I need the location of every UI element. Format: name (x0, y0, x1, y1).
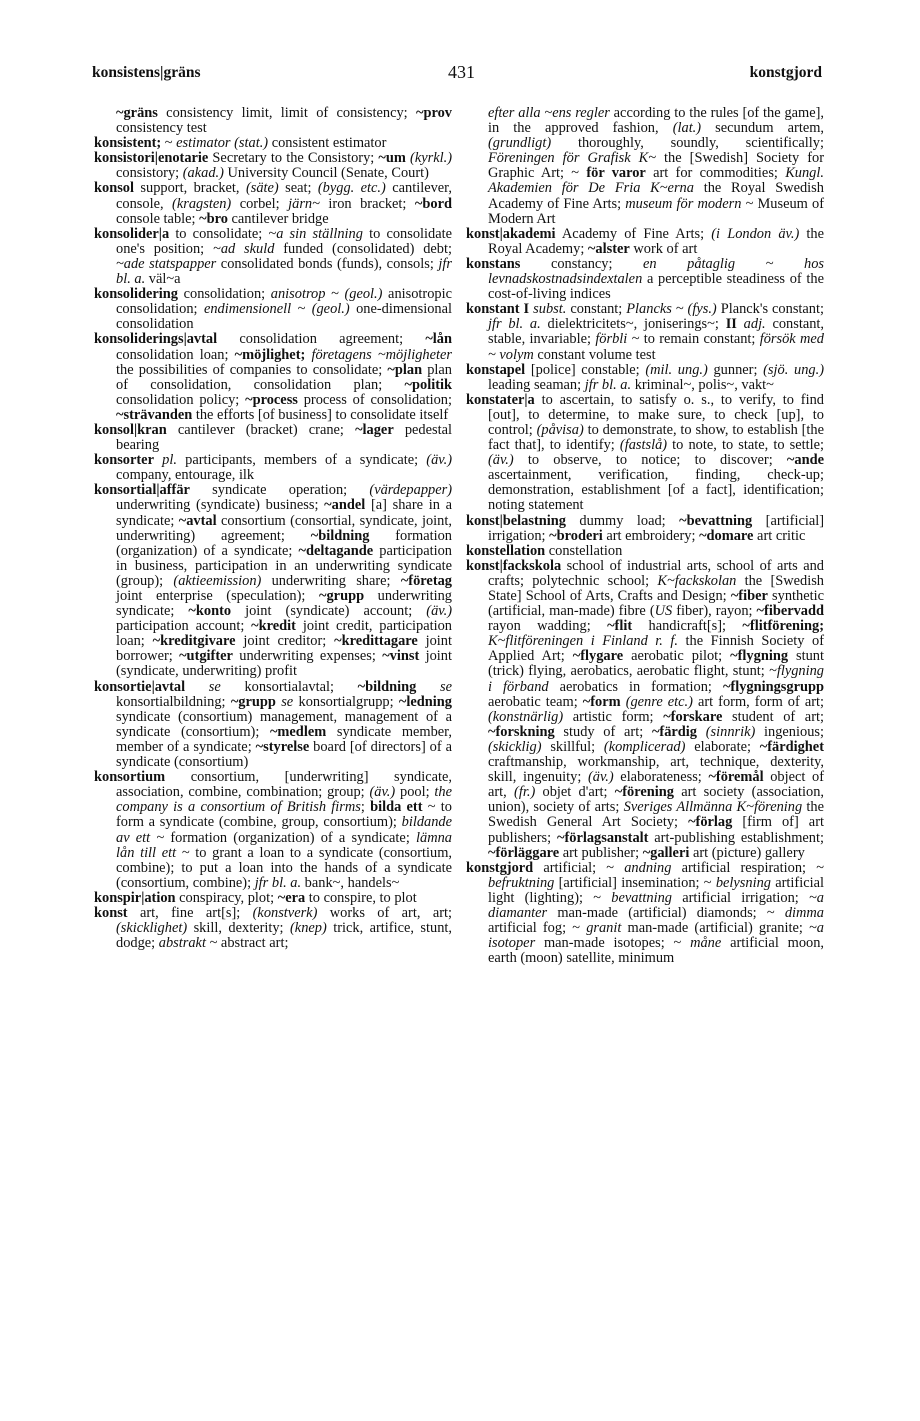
header-right-guideword: konstgjord (749, 64, 822, 81)
header-left-guideword: konsistens|gräns (92, 64, 201, 81)
dictionary-entry: konsolidering consolidation; anisotrop ~ (geol.) anisotropic consolidation; endimensionell ~ (geol.) one-dimensional consolidation (94, 286, 452, 333)
dictionary-entry: konsorter pl. participants, members of a syndicate; (äv.) company, entourage, ilk (94, 452, 452, 484)
dictionary-entry: konsol support, bracket, (säte) seat; (bygg. etc.) cantilever, console, (kragsten) corbel; järn~ iron bracket; ~bord console table; ~bro cantilever bridge (94, 180, 452, 227)
dictionary-entry: ~gräns consistency limit, limit of consistency; ~prov consistency test (116, 105, 452, 137)
dictionary-column-left (94, 106, 452, 951)
dictionary-entry: konsortie|avtal se konsortialavtal; ~bildning se konsortialbildning; ~grupp se konsortialgrupp; ~ledning syndicate (consortium) management, management of a syndicate (consortium); ~medlem syndicate member, member of a syndicate; ~styrelse board [of directors] of a syndicate (consortium) (94, 678, 452, 771)
dictionary-entry: konsistori|enotarie Secretary to the Consistory; ~um (kyrkl.) consistory; (akad.) University Council (Senate, Court) (94, 150, 452, 182)
dictionary-entry: konst art, fine art[s]; (konstverk) works of art, art; (skicklighet) skill, dexterity; (knep) trick, artifice, stunt, dodge; abstrakt ~ abstract art; (94, 904, 453, 952)
dictionary-entry: konst|akademi Academy of Fine Arts; (i London äv.) the Royal Academy; ~alster work of art (466, 225, 824, 257)
dictionary-entry: konstellation constellation (466, 542, 623, 559)
page-number: 431 (448, 62, 475, 82)
page-header (92, 64, 822, 88)
dictionary-entry: konspir|ation conspiracy, plot; ~era to conspire, to plot (94, 889, 417, 906)
dictionary-entry: konsoliderings|avtal consolidation agreement; ~lån consolidation loan; ~möjlighet; företagens ~möjligheter the possibilities of companies to consolidate; ~plan plan of consolidation, consolidation plan; ~politik consolidation policy; ~process process of consolidation; ~strävanden the efforts [of business] to consolidate itself (94, 331, 453, 423)
dictionary-entry: konstater|a to ascertain, to satisfy o. s., to verify, to find [out], to determine, to make sure, to check [up], to control; (påvisa) to demonstrate, to show, to establish [the fact that], to identify; (fastslå) to note, to state, to settle; (äv.) to observe, to notice; to discover; ~ande ascertainment, verification, finding, check-up; demonstration, establishment [of a fact], identification; noting statement (466, 391, 824, 514)
dictionary-entry: konstant I subst. constant; Plancks ~ (fys.) Planck's constant; jfr bl. a. dielektricitets~, joniserings~; II adj. constant, stable, invariable; förbli ~ to remain constant; försök med ~ volym constant volume test (466, 301, 825, 363)
dictionary-column-right (466, 106, 824, 966)
dictionary-entry: konstans constancy; en påtaglig ~ hos levnadskostnadsindextalen a perceptible steadiness of the cost-of-living indices (466, 255, 824, 303)
dictionary-entry: konsolider|a to consolidate; ~a sin ställning to consolidate one's position; ~ad skuld funded (consolidated) debt; ~ade statspapper consolidated bonds (funds), consols; jfr bl. a. väl~a (94, 225, 452, 288)
dictionary-entry: konst|fackskola school of industrial arts, school of arts and crafts; polytechnic school; K~fackskolan the [Swedish State] School of Arts, Crafts and Design; ~fiber synthetic (artificial, man-made) fibre (US fiber), rayon; ~fibervadd rayon wadding; ~flit handicraft[s]; ~flitförening; K~flitföreningen i Finland r. f. the Finnish Society of Applied Art; ~flygare aerobatic pilot; ~flygning stunt (trick) flying, aerobatics, aerobatic flight, stunt; ~flygning i förband aerobatics in formation; ~flygningsgrupp aerobatic team; ~form (genre etc.) art form, form of art; (konstnärlig) artistic form; ~forskare student of art; ~forskning study of art; ~färdig (sinnrik) ingenious; (skicklig) skillful; (komplicerad) elaborate; ~färdighet craftmanship, workmanship, art, technique, dexterity, skill, ingenuity; (äv.) elaborateness; ~föremål object of art, (fr.) objet d'art; ~förening art society (association, union), society of arts; Sveriges Allmänna K~förening the Swedish General Art Society; ~förlag [firm of] art publishers; ~förlagsanstalt art-publishing establishment; ~förläggare art publisher; ~galleri art (picture) gallery (466, 557, 825, 861)
dictionary-entry: konstgjord artificial; ~ andning artificial respiration; ~ befruktning [artificial] insemination; ~ belysning artificial light (lighting); ~ bevattning artificial irrigation; ~a diamanter man-made (artificial) diamonds; ~ dimma artificial fog; ~ granit man-made (artificial) granite; ~a isotoper man-made isotopes; ~ måne artificial moon, earth (moon) satellite, minimum (466, 859, 824, 967)
dictionary-entry: konstapel [police] constable; (mil. ung.) gunner; (sjö. ung.) leading seaman; jfr bl. a. kriminal~, polis~, vakt~ (466, 361, 824, 393)
dictionary-entry: konsistent; ~ estimator (stat.) consistent estimator (94, 135, 387, 152)
dictionary-entry: konsortial|affär syndicate operation; (värdepapper) underwriting (syndicate) business; ~andel [a] share in a syndicate; ~avtal consortium (consortial, syndicate, joint, underwriting) agreement; ~bildning formation (organization) of a syndicate; ~deltagande participation in business, participation in an underwriting syndicate (group); (aktieemission) underwriting share; ~företag joint enterprise (speculation); ~grupp underwriting syndicate; ~konto joint (syndicate) account; (äv.) participation account; ~kredit joint credit, participation loan; ~kreditgivare joint creditor; ~kredittagare joint borrower; ~utgifter underwriting expenses; ~vinst joint (syndicate, underwriting) profit (94, 482, 453, 680)
dictionary-entry: konsol|kran cantilever (bracket) crane; ~lager pedestal bearing (94, 421, 452, 454)
dictionary-entry: konsortium consortium, [underwriting] syndicate, association, combine, combination; group; (äv.) pool; the company is a consortium of British firms; bilda ett ~ to form a syndicate (combine, group, consortium); bildande av ett ~ formation (organization) of a syndicate; lämna lån till ett ~ to grant a loan to a syndicate (consortium, combine); to put a loan into the hands of a syndicate (consortium, combine); jfr bl. a. bank~, handels~ (94, 769, 453, 891)
dictionary-entry: konst|belastning dummy load; ~bevattning [artificial] irrigation; ~broderi art embroidery; ~domare art critic (466, 512, 825, 544)
dictionary-entry: efter alla ~ens regler according to the rules [of the game], in the approved fashion, (lat.) secundum artem, (grundligt) thoroughly, soundly, scientifically; Föreningen för Grafisk K~ the [Swedish] Society for Graphic Art; ~ för varor art for commodities; Kungl. Akademien för De Fria K~erna the Royal Swedish Academy of Fine Arts; museum för modern ~ Museum of Modern Art (488, 105, 825, 227)
